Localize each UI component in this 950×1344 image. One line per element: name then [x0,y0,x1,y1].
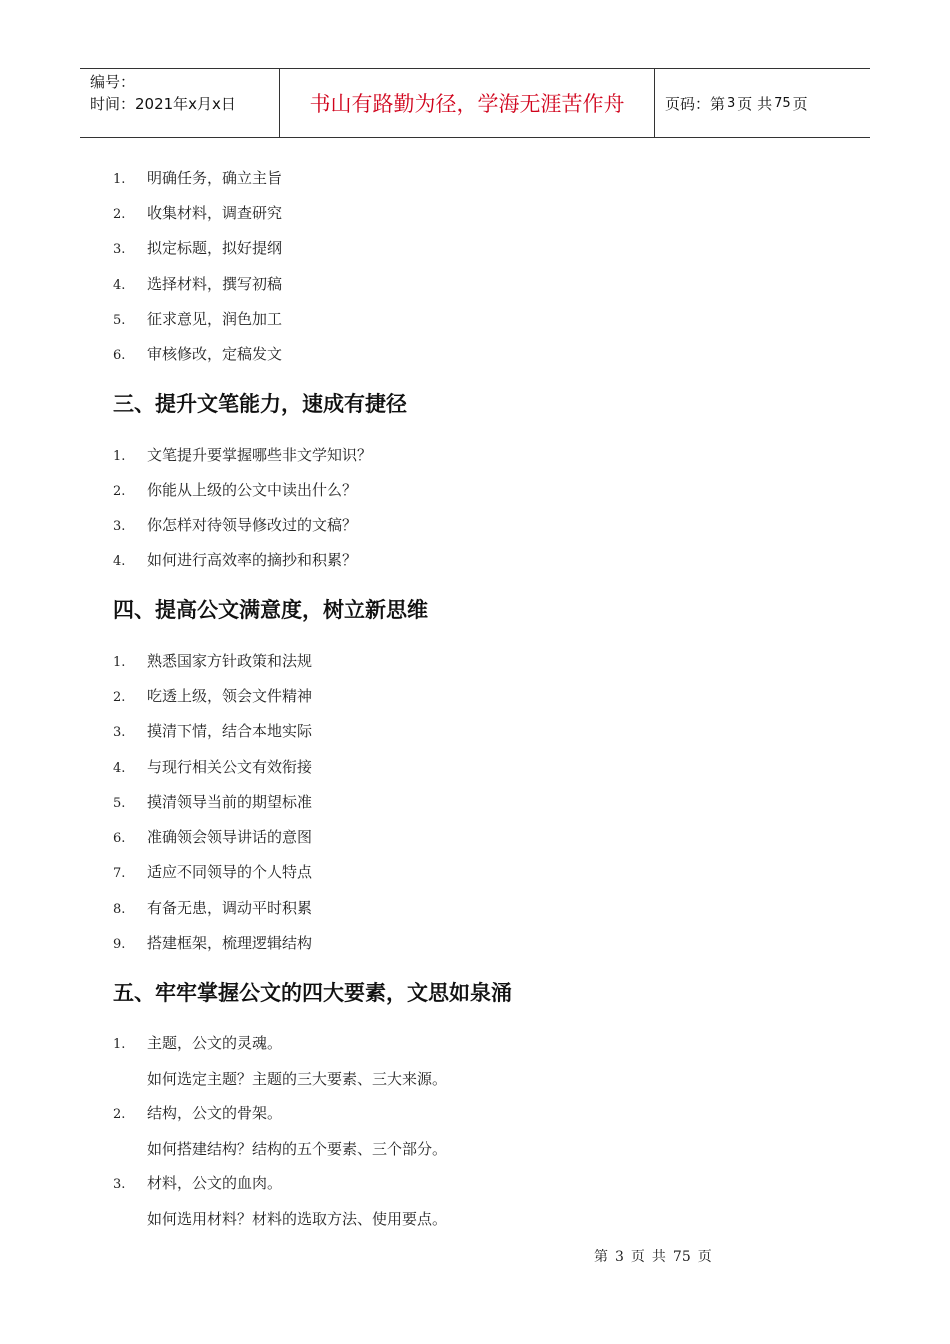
footer-page-total: 75 [672,1249,691,1265]
list-item: 4. 与现行相关公文有效衔接 [113,758,313,776]
document-number-label: 编号： [90,73,136,91]
list-item: 3. 材料，公文的血肉。 [113,1174,283,1192]
list-item: 4. 选择材料，撰写初稿 [113,275,283,293]
list-item: 2. 收集材料，调查研究 [113,204,283,222]
list-item: 3. 你怎样对待领导修改过的文稿？ [113,516,358,534]
list-item: 6. 准确领会领导讲话的意图 [113,828,313,846]
footer-page-current: 3 [615,1249,624,1265]
header-page-info [655,69,870,137]
header-motto: 书山有路勤为径，学海无涯苦作舟 [280,69,655,137]
list-item: 3. 摸清下情，结合本地实际 [113,722,313,740]
list-item: 1. 熟悉国家方针政策和法规 [113,652,313,670]
list-item: 1. 文笔提升要掌握哪些非文学知识？ [113,446,373,464]
footer-text: 页 [697,1249,712,1265]
page-suffix: 页 [792,94,808,113]
page-total: 75 [774,95,791,111]
section-heading: 五、牢牢掌握公文的四大要素，文思如泉涌 [113,981,512,1005]
list-item: 3. 拟定标题，拟好提纲 [113,239,283,257]
list-item: 8. 有备无患，调动平时积累 [113,899,313,917]
list-item: 2. 你能从上级的公文中读出什么？ [113,481,358,499]
header-meta [80,69,280,137]
page-mid: 页 共 [737,94,773,113]
list-item-detail: 如何选定主题？主题的三大要素、三大来源。 [147,1070,448,1088]
list-item: 9. 搭建框架，梳理逻辑结构 [113,934,313,952]
page-prefix: 页码：第 [665,94,726,113]
list-item: 2. 吃透上级，领会文件精神 [113,687,313,705]
list-item: 4. 如何进行高效率的摘抄和积累？ [113,551,358,569]
list-item: 1. 主题，公文的灵魂。 [113,1034,283,1052]
footer-text: 页 [630,1249,645,1265]
list-item-detail: 如何选用材料？材料的选取方法、使用要点。 [147,1210,448,1228]
footer-text: 共 [651,1249,666,1265]
list-item: 6. 审核修改，定稿发文 [113,345,283,363]
list-item-detail: 如何搭建结构？结构的五个要素、三个部分。 [147,1140,448,1158]
list-item: 5. 征求意见，润色加工 [113,310,283,328]
page-footer [594,1246,719,1266]
page-header [80,68,870,138]
section-heading: 四、提高公文满意度，树立新思维 [113,598,428,622]
list-item: 2. 结构，公文的骨架。 [113,1104,283,1122]
document-date: 时间：2021年x月x日 [90,95,236,113]
list-item: 7. 适应不同领导的个人特点 [113,863,313,881]
footer-text: 第 [594,1249,608,1265]
section-heading: 三、提升文笔能力，速成有捷径 [113,392,407,416]
list-item: 1. 明确任务，确立主旨 [113,169,283,187]
list-item: 5. 摸清领导当前的期望标准 [113,793,313,811]
page-current: 3 [727,95,736,111]
